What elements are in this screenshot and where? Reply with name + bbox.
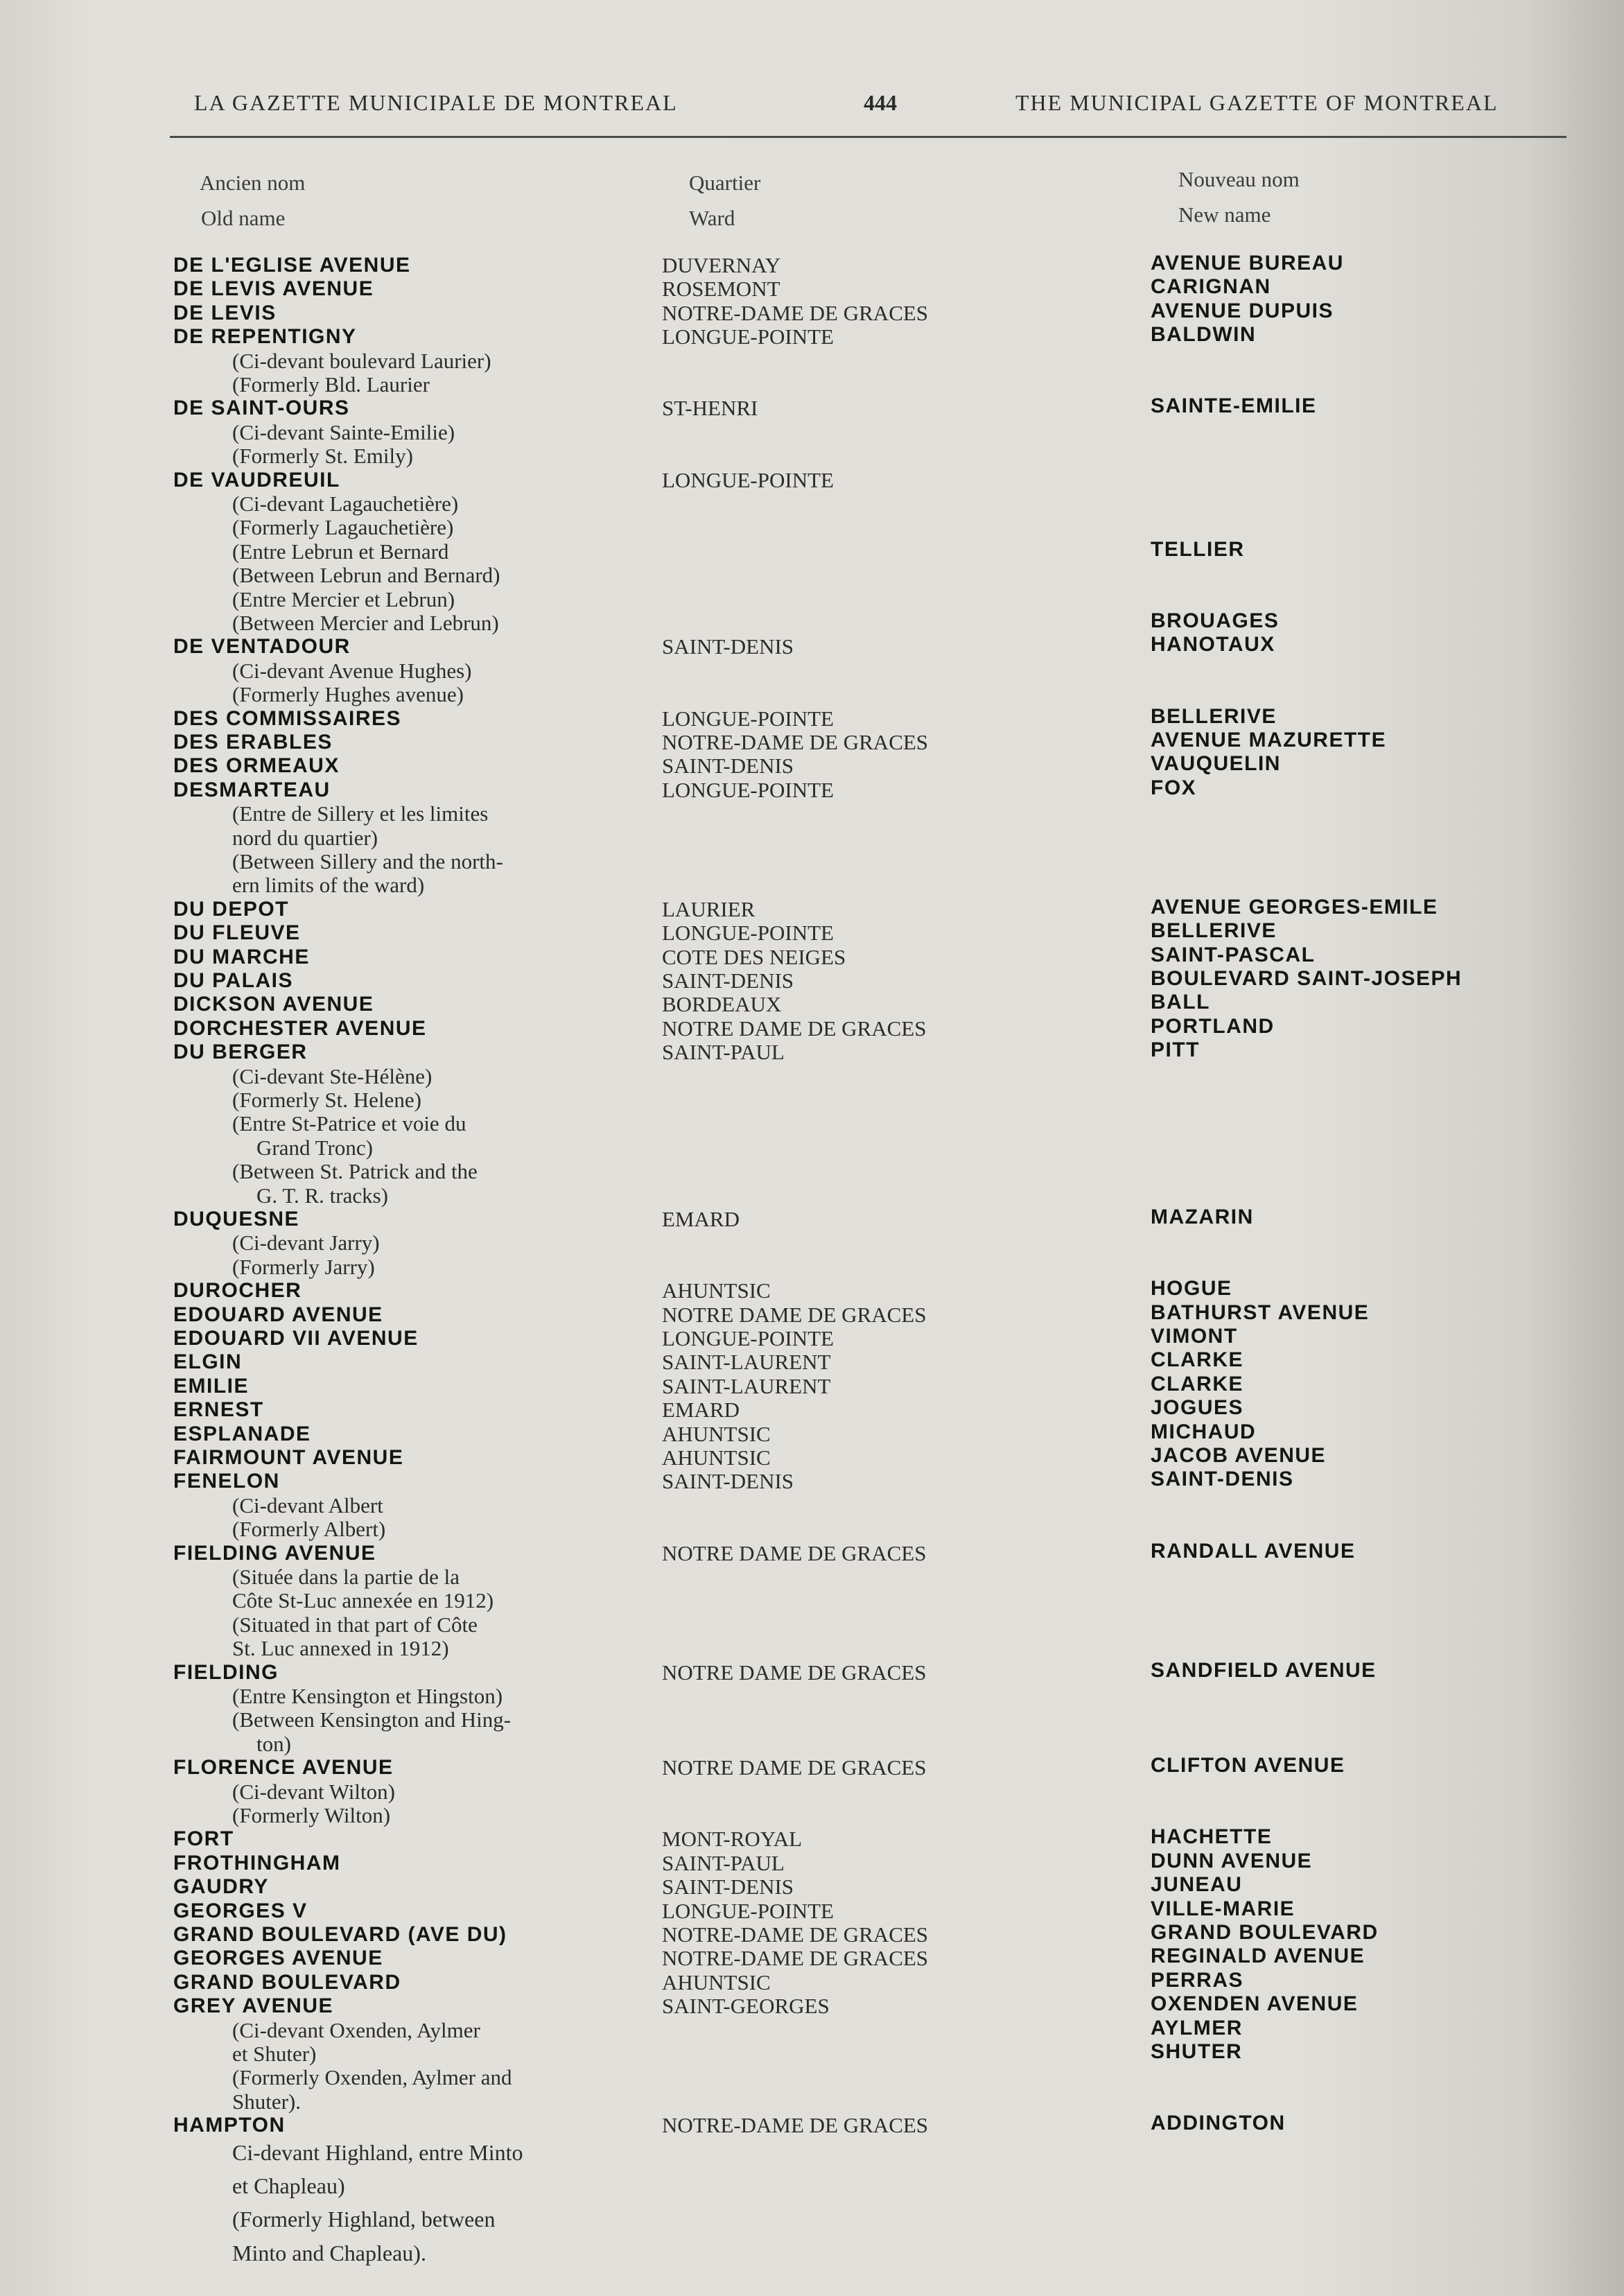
table-row xyxy=(0,969,1624,993)
old-name: HAMPTON xyxy=(173,2114,286,2137)
table-row xyxy=(0,1303,1624,1327)
new-name: BELLERIVE xyxy=(1151,705,1277,728)
ward-name: SAINT-LAURENT xyxy=(662,1374,831,1398)
old-name-note: (Formerly Lagauchetière) xyxy=(232,515,454,539)
old-name-note: Ci-devant Highland, entre Minto xyxy=(232,2140,523,2165)
table-row xyxy=(0,921,1624,945)
old-name-note: Côte St-Luc annexée en 1912) xyxy=(232,1588,494,1612)
table-row xyxy=(0,1038,1624,1064)
old-name: FROTHINGHAM xyxy=(173,1852,341,1875)
old-name-note: (Ci-devant Albert xyxy=(232,1493,383,1517)
table-row xyxy=(0,1852,1624,1875)
old-name: FENELON xyxy=(173,1470,280,1493)
ward-name: ST-HENRI xyxy=(662,396,758,420)
new-name: VIMONT xyxy=(1151,1325,1238,1348)
table-row xyxy=(0,2141,1624,2164)
table-row xyxy=(0,1017,1624,1041)
old-name-note: Shuter). xyxy=(232,2089,302,2114)
ward-name: NOTRE-DAME DE GRACES xyxy=(662,301,929,325)
old-name: FAIRMOUNT AVENUE xyxy=(173,1446,404,1469)
new-name: HOGUE xyxy=(1151,1277,1232,1300)
ward-name: NOTRE-DAME DE GRACES xyxy=(662,1922,929,1947)
table-row xyxy=(0,564,1624,587)
old-name: DE SAINT-OURS xyxy=(173,397,350,419)
new-name: BELLERIVE xyxy=(1151,919,1277,942)
table-row xyxy=(0,349,1624,373)
old-name-note: (Ci-devant Ste-Hélène) xyxy=(232,1064,433,1088)
ward-name: AHUNTSIC xyxy=(662,1422,771,1446)
table-row xyxy=(0,1112,1624,1136)
table-row xyxy=(0,1804,1624,1827)
ward-name: COTE DES NEIGES xyxy=(662,945,846,969)
table-row xyxy=(0,802,1624,826)
table-row xyxy=(0,1565,1624,1589)
ward-name: NOTRE-DAME DE GRACES xyxy=(662,2113,929,2137)
old-name: FLORENCE AVENUE xyxy=(173,1756,394,1779)
old-name-note: (Entre St-Patrice et voie du xyxy=(232,1111,466,1136)
old-name-note: (Située dans la partie de la xyxy=(232,1565,460,1589)
table-row xyxy=(0,707,1624,731)
table-row xyxy=(0,826,1624,850)
new-name: PORTLAND xyxy=(1151,1015,1275,1038)
old-name: DE REPENTIGNY xyxy=(173,325,357,348)
old-name: FIELDING xyxy=(173,1661,279,1684)
table-row xyxy=(0,1899,1624,1923)
ward-name: SAINT-PAUL xyxy=(662,1040,785,1064)
old-name-note: St. Luc annexed in 1912) xyxy=(232,1636,449,1660)
new-name: BALDWIN xyxy=(1151,323,1257,346)
new-name: REGINALD AVENUE xyxy=(1151,1945,1365,1967)
table-row xyxy=(0,1780,1624,1804)
table-row xyxy=(0,1088,1624,1112)
old-name: DU PALAIS xyxy=(173,969,293,992)
table-row xyxy=(0,254,1624,277)
table-row xyxy=(0,444,1624,468)
table-row xyxy=(0,1327,1624,1350)
table-row xyxy=(0,2066,1624,2089)
old-name: EMILIE xyxy=(173,1375,250,1398)
old-name: GRAND BOULEVARD xyxy=(173,1971,401,1994)
new-name: SAINT-DENIS xyxy=(1151,1468,1294,1490)
table-row xyxy=(0,516,1624,539)
ward-name: NOTRE-DAME DE GRACES xyxy=(662,1946,929,1970)
ward-name: EMARD xyxy=(662,1398,740,1422)
table-row xyxy=(0,421,1624,444)
old-name-note: (Entre Kensington et Hingston) xyxy=(232,1684,503,1708)
new-name: JUNEAU xyxy=(1151,1873,1243,1896)
table-row xyxy=(0,1923,1624,1947)
old-name: DES ORMEAUX xyxy=(173,754,340,777)
old-name-note: (Entre Mercier et Lebrun) xyxy=(232,587,455,611)
new-name: MICHAUD xyxy=(1151,1420,1257,1443)
old-name: GREY AVENUE xyxy=(173,1994,333,2017)
old-name: DICKSON AVENUE xyxy=(173,993,374,1016)
table-row xyxy=(0,588,1624,611)
old-name-note: (Formerly Bld. Laurier xyxy=(232,372,430,397)
old-name-note: nord du quartier) xyxy=(232,826,378,850)
table-row xyxy=(0,1589,1624,1612)
page-number: 444 xyxy=(864,90,897,115)
new-name: HACHETTE xyxy=(1151,1825,1273,1848)
table-row xyxy=(0,1446,1624,1470)
ward-name: SAINT-GEORGES xyxy=(662,1994,830,2018)
new-name: TELLIER xyxy=(1151,538,1245,561)
table-row xyxy=(0,2114,1624,2137)
old-name-note: ern limits of the ward) xyxy=(232,873,425,897)
new-name: BATHURST AVENUE xyxy=(1151,1301,1370,1324)
ward-name: BORDEAUX xyxy=(662,992,782,1016)
old-name: DE LEVIS AVENUE xyxy=(173,277,374,300)
table-row xyxy=(0,1947,1624,1970)
ward-name: SAINT-DENIS xyxy=(662,968,794,993)
old-name: DE L'EGLISE AVENUE xyxy=(173,254,411,277)
table-row xyxy=(0,850,1624,873)
table-row xyxy=(0,1613,1624,1637)
old-name: EDOUARD VII AVENUE xyxy=(173,1327,419,1350)
table-row xyxy=(0,2174,1624,2198)
new-name: AVENUE GEORGES-EMILE xyxy=(1151,896,1438,919)
table-row xyxy=(0,1398,1624,1422)
table-row xyxy=(0,659,1624,683)
new-name: CLARKE xyxy=(1151,1373,1243,1395)
ward-name: LONGUE-POINTE xyxy=(662,324,834,349)
new-name: SAINTE-EMILIE xyxy=(1151,394,1317,417)
column-ward-fr: Quartier xyxy=(689,171,761,195)
table-row xyxy=(0,611,1624,635)
old-name: ESPLANADE xyxy=(173,1423,311,1445)
new-name: AVENUE MAZURETTE xyxy=(1151,729,1387,751)
table-row xyxy=(0,993,1624,1016)
old-name-note: (Between Sillery and the north- xyxy=(232,849,503,873)
old-name-note: (Between Mercier and Lebrun) xyxy=(232,611,499,635)
table-row xyxy=(0,1756,1624,1780)
old-name: FORT xyxy=(173,1827,234,1850)
table-row xyxy=(0,1255,1624,1279)
table-row xyxy=(0,1136,1624,1160)
table-row xyxy=(0,1420,1624,1446)
old-name-note: (Formerly Hughes avenue) xyxy=(232,682,464,706)
table-row xyxy=(0,1160,1624,1183)
table-row xyxy=(0,2042,1624,2066)
old-name-note: (Ci-devant Wilton) xyxy=(232,1780,395,1804)
old-name-note: (Ci-devant Lagauchetière) xyxy=(232,492,459,516)
table-row xyxy=(0,1875,1624,1899)
ward-name: NOTRE-DAME DE GRACES xyxy=(662,730,929,754)
new-name: CARIGNAN xyxy=(1151,275,1271,298)
old-name-note: (Entre Lebrun et Bernard xyxy=(232,539,449,564)
table-row xyxy=(0,1065,1624,1088)
table-row xyxy=(0,1494,1624,1517)
new-name: SANDFIELD AVENUE xyxy=(1151,1659,1377,1682)
old-name: DUROCHER xyxy=(173,1279,302,1302)
old-name-note: Grand Tronc) xyxy=(256,1136,373,1160)
table-row xyxy=(0,754,1624,778)
old-name: DE VENTADOUR xyxy=(173,635,351,658)
ward-name: MONT-ROYAL xyxy=(662,1827,803,1851)
new-name: SHUTER xyxy=(1151,2040,1243,2063)
table-row xyxy=(0,492,1624,516)
table-row xyxy=(0,2019,1624,2042)
column-ward-en: Ward xyxy=(689,206,735,230)
header-rule xyxy=(170,136,1566,138)
old-name: DU MARCHE xyxy=(173,946,310,968)
old-name-note: ton) xyxy=(256,1732,291,1756)
new-name: GRAND BOULEVARD xyxy=(1151,1921,1379,1944)
new-name: FOX xyxy=(1151,776,1197,799)
new-name: OXENDEN AVENUE xyxy=(1151,1992,1359,2015)
ward-name: LONGUE-POINTE xyxy=(662,1326,834,1350)
old-name: DUQUESNE xyxy=(173,1208,300,1230)
ward-name: SAINT-DENIS xyxy=(662,754,794,778)
ward-name: LONGUE-POINTE xyxy=(662,921,834,945)
old-name-note: (Formerly St. Emily) xyxy=(232,444,413,468)
ward-name: NOTRE DAME DE GRACES xyxy=(662,1755,927,1780)
ward-name: SAINT-PAUL xyxy=(662,1851,785,1875)
table-row xyxy=(0,1994,1624,2018)
table-row xyxy=(0,873,1624,897)
ward-name: LONGUE-POINTE xyxy=(662,1899,834,1923)
new-name: VILLE-MARIE xyxy=(1151,1897,1295,1920)
table-row xyxy=(0,540,1624,564)
ward-name: SAINT-LAURENT xyxy=(662,1350,831,1374)
table-row xyxy=(0,1732,1624,1756)
old-name: ERNEST xyxy=(173,1398,264,1421)
ward-name: SAINT-DENIS xyxy=(662,1875,794,1899)
old-name-note: G. T. R. tracks) xyxy=(256,1183,388,1208)
old-name: DU FLEUVE xyxy=(173,921,301,944)
old-name-note: (Formerly Wilton) xyxy=(232,1803,391,1827)
header-right-title: THE MUNICIPAL GAZETTE OF MONTREAL xyxy=(1015,90,1499,115)
table-row xyxy=(0,1231,1624,1255)
ward-name: AHUNTSIC xyxy=(662,1970,771,1994)
new-name: CLARKE xyxy=(1151,1348,1243,1371)
old-name: DES ERABLES xyxy=(173,731,333,754)
old-name-note: (Ci-devant boulevard Laurier) xyxy=(232,349,491,373)
new-name: AYLMER xyxy=(1151,2017,1243,2040)
old-name: GRAND BOULEVARD (AVE DU) xyxy=(173,1923,507,1946)
new-name: CLIFTON AVENUE xyxy=(1151,1754,1345,1777)
ward-name: LONGUE-POINTE xyxy=(662,778,834,802)
old-name: DORCHESTER AVENUE xyxy=(173,1017,427,1040)
table-row xyxy=(0,469,1624,492)
table-row xyxy=(0,2207,1624,2231)
table-row xyxy=(0,394,1624,420)
table-row xyxy=(0,2090,1624,2114)
old-name: EDOUARD AVENUE xyxy=(173,1303,383,1326)
ward-name: NOTRE DAME DE GRACES xyxy=(662,1541,927,1565)
table-row xyxy=(0,898,1624,921)
column-old-name-en: Old name xyxy=(201,206,286,230)
header-left-title: LA GAZETTE MUNICIPALE DE MONTREAL xyxy=(194,90,678,115)
table-row xyxy=(0,943,1624,969)
column-old-name-fr: Ancien nom xyxy=(200,171,306,195)
old-name-note: (Formerly Jarry) xyxy=(232,1255,375,1279)
old-name: DU DEPOT xyxy=(173,898,290,921)
old-name-note: (Formerly St. Helene) xyxy=(232,1088,421,1112)
ward-name: ROSEMONT xyxy=(662,277,780,301)
table-row xyxy=(0,1685,1624,1708)
table-row xyxy=(0,776,1624,802)
table-row xyxy=(0,1279,1624,1303)
old-name-note: (Between Kensington and Hing- xyxy=(232,1707,512,1732)
ward-name: EMARD xyxy=(662,1207,740,1231)
ward-name: LONGUE-POINTE xyxy=(662,468,834,492)
table-row xyxy=(0,1661,1624,1685)
old-name: GEORGES AVENUE xyxy=(173,1947,383,1969)
old-name-note: et Chapleau) xyxy=(232,2173,345,2198)
old-name-note: Minto and Chapleau). xyxy=(232,2241,426,2265)
old-name: ELGIN xyxy=(173,1350,243,1373)
new-name: JOGUES xyxy=(1151,1396,1244,1419)
old-name-note: (Entre de Sillery et les limites xyxy=(232,801,489,826)
table-row xyxy=(0,325,1624,349)
ward-name: LONGUE-POINTE xyxy=(662,706,834,731)
old-name: DES COMMISSAIRES xyxy=(173,707,402,730)
new-name: BROUAGES xyxy=(1151,609,1280,632)
old-name-note: (Ci-devant Oxenden, Aylmer xyxy=(232,2018,480,2042)
table-row xyxy=(0,1708,1624,1732)
ward-name: SAINT-DENIS xyxy=(662,1469,794,1493)
new-name: MAZARIN xyxy=(1151,1206,1254,1228)
table-row xyxy=(0,2241,1624,2265)
column-new-name-en: New name xyxy=(1178,202,1271,227)
new-name: BOULEVARD SAINT-JOSEPH xyxy=(1151,967,1463,990)
column-new-name-fr: Nouveau nom xyxy=(1178,167,1300,191)
table-row xyxy=(0,1470,1624,1493)
old-name: GAUDRY xyxy=(173,1875,269,1898)
old-name: FIELDING AVENUE xyxy=(173,1542,376,1565)
old-name: GEORGES V xyxy=(173,1899,308,1922)
new-name: DUNN AVENUE xyxy=(1151,1850,1313,1872)
table-row xyxy=(0,1208,1624,1231)
new-name: AVENUE DUPUIS xyxy=(1151,299,1334,322)
new-name: PERRAS xyxy=(1151,1969,1244,1992)
table-row xyxy=(0,635,1624,659)
new-name: SAINT-PASCAL xyxy=(1151,943,1316,966)
ward-name: AHUNTSIC xyxy=(662,1278,771,1303)
table-row xyxy=(0,373,1624,397)
new-name: BALL xyxy=(1151,991,1210,1014)
ward-name: DUVERNAY xyxy=(662,253,781,277)
table-row xyxy=(0,277,1624,301)
table-row xyxy=(0,731,1624,754)
ward-name: SAINT-DENIS xyxy=(662,634,794,659)
table-row xyxy=(0,1517,1624,1541)
table-row xyxy=(0,1184,1624,1208)
old-name-note: (Formerly Highland, between xyxy=(232,2207,496,2232)
new-name: HANOTAUX xyxy=(1151,633,1275,656)
table-row xyxy=(0,1375,1624,1398)
table-row xyxy=(0,1637,1624,1660)
old-name-note: (Ci-devant Avenue Hughes) xyxy=(232,659,472,683)
new-name: RANDALL AVENUE xyxy=(1151,1540,1356,1563)
table-row xyxy=(0,1350,1624,1374)
new-name: JACOB AVENUE xyxy=(1151,1444,1327,1467)
table-row xyxy=(0,1542,1624,1565)
old-name: DE LEVIS xyxy=(173,302,277,324)
old-name-note: (Ci-devant Jarry) xyxy=(232,1230,380,1255)
new-name: ADDINGTON xyxy=(1151,2112,1286,2134)
table-row xyxy=(0,683,1624,706)
table-row xyxy=(0,299,1624,325)
old-name-note: (Between St. Patrick and the xyxy=(232,1159,478,1183)
ward-name: LAURIER xyxy=(662,897,756,921)
old-name-note: (Ci-devant Sainte-Emilie) xyxy=(232,420,455,444)
old-name-note: (Between Lebrun and Bernard) xyxy=(232,563,500,587)
old-name-note: (Formerly Albert) xyxy=(232,1517,386,1541)
old-name: DE VAUDREUIL xyxy=(173,469,340,492)
old-name-note: (Formerly Oxenden, Aylmer and xyxy=(232,2065,512,2089)
ward-name: NOTRE DAME DE GRACES xyxy=(662,1660,927,1685)
new-name: AVENUE BUREAU xyxy=(1151,252,1344,275)
old-name-note: et Shuter) xyxy=(232,2042,317,2066)
old-name: DU BERGER xyxy=(173,1041,308,1063)
new-name: PITT xyxy=(1151,1038,1200,1061)
old-name-note: (Situated in that part of Côte xyxy=(232,1612,478,1637)
new-name: VAUQUELIN xyxy=(1151,752,1281,775)
ward-name: NOTRE DAME DE GRACES xyxy=(662,1303,927,1327)
table-row xyxy=(0,1971,1624,1994)
old-name: DESMARTEAU xyxy=(173,779,331,801)
table-row xyxy=(0,1827,1624,1851)
ward-name: AHUNTSIC xyxy=(662,1445,771,1470)
ward-name: NOTRE DAME DE GRACES xyxy=(662,1016,927,1041)
